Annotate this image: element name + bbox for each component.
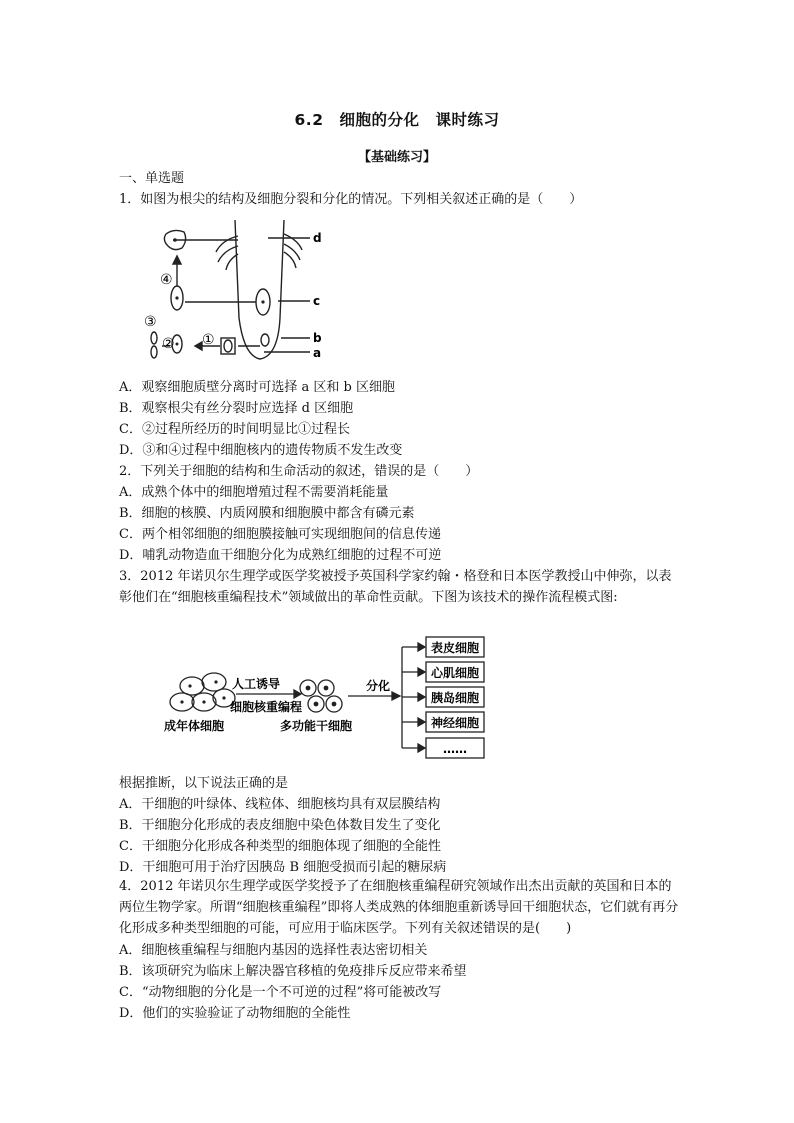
- root-tip-outline: [235, 220, 284, 359]
- q3-option-c: C．干细胞分化形成各种类型的细胞体现了细胞的全能性: [119, 839, 441, 854]
- q1-option-d: D．③和④过程中细胞核内的遗传物质不发生改变: [119, 443, 403, 458]
- box-label-epidermal: 表皮细胞: [430, 641, 480, 655]
- q2-option-d: D．哺乳动物造血干细胞分化为成熟红细胞的过程不可逆: [119, 548, 442, 563]
- label-step2: ②: [162, 336, 175, 352]
- label-adult-cell: 成年体细胞: [164, 719, 225, 733]
- label-step3: ③: [144, 314, 157, 330]
- q3-option-b: B．干细胞分化形成的表皮细胞中染色体数目发生了变化: [119, 818, 441, 833]
- q4-stem: 4．2012 年诺贝尔生理学或医学奖授予了在细胞核重编程研究领域作出杰出贡献的英国和日本的两位生物学家。所谓“细胞核重编程”即将人类成熟的体细胞重新诱导回干细胞状态，它们就有再分化形成多种类型细胞的可能，可应用于临床医学。下列有关叙述错误的是( ): [119, 879, 679, 936]
- label-b: b: [313, 331, 322, 345]
- page-subtitle: 【基础练习】: [357, 150, 436, 165]
- q3-lead: 根据推断，以下说法正确的是: [119, 776, 289, 791]
- q1-stem: 1．如图为根尖的结构及细胞分裂和分化的情况。下列相关叙述正确的是（ ）: [119, 192, 583, 207]
- q2-option-b: B．细胞的核膜、内质网膜和细胞膜中都含有磷元素: [119, 506, 415, 521]
- section-heading: 一、单选题: [119, 171, 185, 186]
- q1-option-b: B．观察根尖有丝分裂时应选择 d 区细胞: [119, 401, 354, 416]
- q4-option-a: A．细胞核重编程与细胞内基因的选择性表达密切相关: [119, 943, 428, 958]
- root-tip-figure: [140, 218, 340, 368]
- q4-option-d: D．他们的实验验证了动物细胞的全能性: [119, 1006, 351, 1021]
- label-d: d: [313, 231, 322, 245]
- box-label-neural: 神经细胞: [430, 716, 480, 730]
- box-label-ellipsis: ……: [443, 742, 467, 756]
- box-label-cardiac: 心肌细胞: [430, 666, 480, 680]
- q1-option-a: A．观察细胞质壁分离时可选择 a 区和 b 区细胞: [119, 380, 395, 395]
- label-differentiation: 分化: [366, 679, 391, 693]
- label-c: c: [313, 294, 321, 308]
- reprogramming-flow-figure: [160, 636, 500, 764]
- label-a: a: [313, 346, 322, 360]
- q3-stem: 3．2012 年诺贝尔生理学或医学奖被授予英国科学家约翰・格登和日本医学教授山中伸弥，以表彰他们在“细胞核重编程技术”领域做出的革命性贡献。下图为该技术的操作流程模式图:: [119, 569, 672, 605]
- q2-option-a: A．成熟个体中的细胞增殖过程不需要消耗能量: [119, 485, 389, 500]
- label-reprogram: 细胞核重编程: [230, 700, 303, 714]
- q4-option-c: C．“动物细胞的分化是一个不可逆的过程”将可能被改写: [119, 985, 442, 1000]
- label-step4: ④: [160, 272, 173, 288]
- label-step1: ①: [202, 332, 215, 348]
- label-stem-cell: 多功能干细胞: [280, 719, 353, 733]
- label-induce: 人工诱导: [232, 677, 281, 691]
- q4-option-b: B．该项研究为临床上解决器官移植的免疫排斥反应带来希望: [119, 964, 467, 979]
- q2-option-c: C．两个相邻细胞的细胞膜接触可实现细胞间的信息传递: [119, 527, 441, 542]
- q1-option-c: C．②过程所经历的时间明显比①过程长: [119, 422, 350, 437]
- q3-option-a: A．干细胞的叶绿体、线粒体、细胞核均具有双层膜结构: [119, 797, 441, 812]
- box-label-islet: 胰岛细胞: [430, 691, 480, 705]
- q3-option-d: D．干细胞可用于治疗因胰岛 B 细胞受损而引起的糖尿病: [119, 860, 447, 875]
- page-title: 6.2 细胞的分化 课时练习: [294, 111, 500, 129]
- q2-stem: 2．下列关于细胞的结构和生命活动的叙述，错误的是（ ）: [119, 464, 479, 479]
